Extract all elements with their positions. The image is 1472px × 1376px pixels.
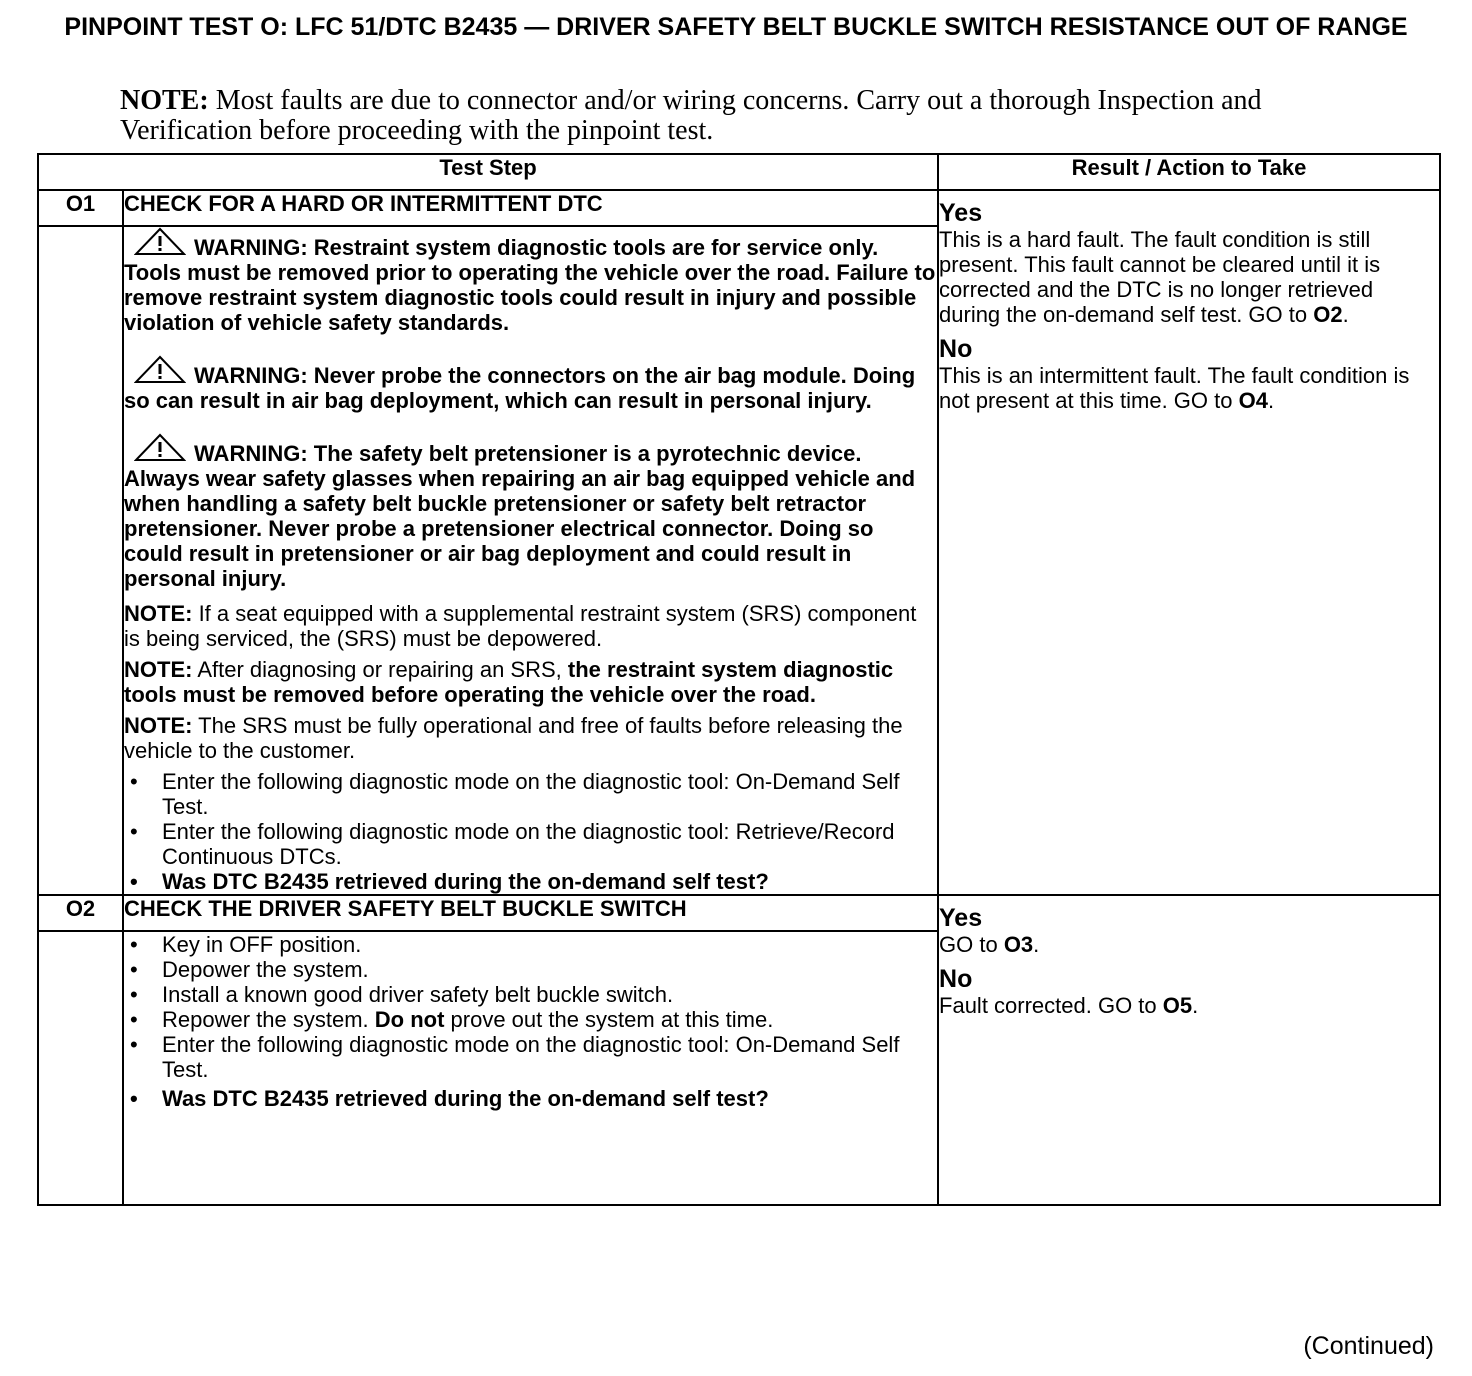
step-o2-no-label: No <box>939 965 973 993</box>
list-item: • Enter the following diagnostic mode on the diagnostic tool: Retrieve/Record Continuous DTCs. <box>124 819 937 869</box>
header-result-action: Result / Action to Take <box>938 154 1440 190</box>
step-o2-result <box>938 895 1440 1205</box>
step-o1-no-text: This is an intermittent fault. The fault condition is not present at this time. GO to O4. <box>939 363 1410 413</box>
warning-triangle-icon <box>134 433 186 463</box>
step-o2-yes-text: GO to O3. <box>939 932 1040 957</box>
intro-note <box>120 86 1380 146</box>
list-item: • Depower the system. <box>124 957 937 982</box>
intro-note-text: Most faults are due to connector and/or wiring concerns. Carry out a thorough Inspection and Verification before proceeding with the pinpoint test. <box>120 85 1262 146</box>
step-o1-question: • Was DTC B2435 retrieved during the on-demand self test? <box>124 869 937 894</box>
step-o1-yes-goto: O2 <box>1313 302 1343 327</box>
step-o2-yes-goto: O3 <box>1003 932 1034 957</box>
step-o2-question: • Was DTC B2435 retrieved during the on-demand self test? <box>124 1086 937 1111</box>
step-o1-id-blank <box>38 226 123 895</box>
step-o1-yes-label: Yes <box>939 199 983 227</box>
table-header-row <box>38 154 1440 190</box>
step-o1-id: O1 <box>38 190 123 226</box>
header-test-step: Test Step <box>38 154 938 190</box>
note-3: NOTE: The SRS must be fully operational and free of faults before releasing the vehicle to the customer. <box>124 713 903 763</box>
warning-triangle-icon <box>134 355 186 385</box>
list-item: • Repower the system. Do not prove out the system at this time. <box>124 1007 937 1032</box>
step-o2-id-blank <box>38 931 123 1205</box>
step-o1-body <box>123 226 938 895</box>
step-o1-yes-text: This is a hard fault. The fault condition is still present. This fault cannot be cleared until it is corrected and the DTC is no longer retrieved during the on-demand self test. GO to O2. <box>939 227 1381 327</box>
step-o1-title-row <box>38 190 1440 226</box>
step-o2-body <box>123 931 938 1205</box>
list-item: • Install a known good driver safety belt buckle switch. <box>124 982 937 1007</box>
note-1: NOTE: If a seat equipped with a supplemental restraint system (SRS) component is being serviced, the (SRS) must be depowered. <box>124 601 917 651</box>
continued-label: (Continued) <box>1303 1332 1434 1360</box>
warning-2: WARNING: Never probe the connectors on the air bag module. Doing so can result in air bag deployment, which can result in personal injury. <box>124 355 937 413</box>
pinpoint-test-table <box>37 153 1441 1206</box>
step-o2-id: O2 <box>38 895 123 931</box>
page-title: PINPOINT TEST O: LFC 51/DTC B2435 — DRIVER SAFETY BELT BUCKLE SWITCH RESISTANCE OUT OF RANGE <box>64 13 1408 41</box>
list-item: • Key in OFF position. <box>124 932 937 957</box>
note-2: NOTE: After diagnosing or repairing an SRS, the restraint system diagnostic tools must be removed before operating the vehicle over the road. <box>124 657 894 707</box>
step-o1-no-label: No <box>939 335 973 363</box>
list-item: • Enter the following diagnostic mode on the diagnostic tool: On-Demand Self Test. <box>124 1032 937 1082</box>
step-o1-no-goto: O4 <box>1238 388 1268 413</box>
step-o2-no-goto: O5 <box>1162 993 1193 1018</box>
warning-triangle-icon <box>134 227 186 257</box>
list-item: • Enter the following diagnostic mode on the diagnostic tool: On-Demand Self Test. <box>124 769 937 819</box>
step-o2-title-row <box>38 895 1440 931</box>
warning-1: WARNING: Restraint system diagnostic tools are for service only. Tools must be removed prior to operating the vehicle over the road. Failure to remove restraint system diagnostic tools could result in injury and possible violation of vehicle safety standards. <box>124 227 937 335</box>
step-o2-bullets <box>124 932 937 1111</box>
step-o2-title: CHECK THE DRIVER SAFETY BELT BUCKLE SWITCH <box>123 895 938 931</box>
step-o2-yes-label: Yes <box>939 904 983 932</box>
intro-note-label: NOTE: <box>120 85 209 116</box>
step-o1-bullets <box>124 769 937 894</box>
warning-3: WARNING: The safety belt pretensioner is a pyrotechnic device. Always wear safety glasses when repairing an air bag equipped vehicle and when handling a safety belt buckle pretensioner or safety belt retractor pretensioner. Never probe a pretensioner electrical connector. Doing so could result in pretensioner or air bag deployment and could result in personal injury. <box>124 433 937 591</box>
step-o1-title: CHECK FOR A HARD OR INTERMITTENT DTC <box>123 190 938 226</box>
step-o1-result <box>938 190 1440 895</box>
step-o2-no-text: Fault corrected. GO to O5. <box>939 993 1199 1018</box>
